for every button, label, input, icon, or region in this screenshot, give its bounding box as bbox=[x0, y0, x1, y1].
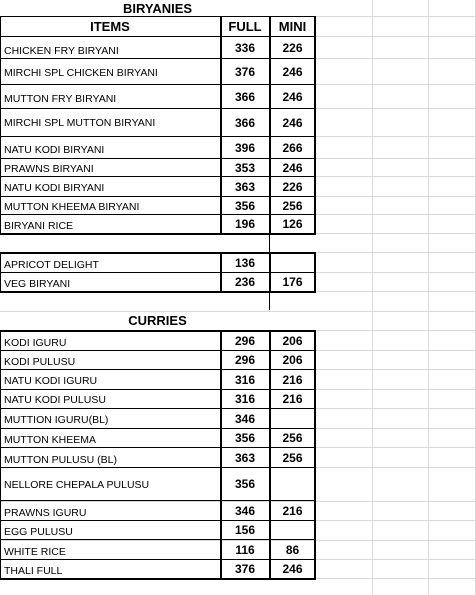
price-mini: 216 bbox=[282, 391, 303, 406]
menu-item-name: KODI IGURU bbox=[4, 337, 67, 349]
menu-item-name: VEG BIRYANI bbox=[4, 278, 71, 290]
table-border bbox=[0, 16, 1, 234]
menu-item-name: NATU KODI BIRYANI bbox=[4, 182, 105, 194]
price-full: 316 bbox=[234, 372, 256, 387]
section-title-curries: CURRIES bbox=[128, 312, 187, 328]
price-full: 356 bbox=[234, 431, 256, 445]
price-mini: 206 bbox=[282, 353, 303, 367]
table-border bbox=[0, 330, 1, 580]
menu-item-name: NATU KODI BIRYANI bbox=[4, 144, 105, 156]
price-mini bbox=[270, 521, 315, 539]
section-title-biryanies: BIRYANIES bbox=[122, 0, 193, 16]
price-full: 396 bbox=[234, 140, 256, 155]
price-mini: 256 bbox=[282, 431, 303, 445]
price-mini: 216 bbox=[282, 372, 303, 387]
price-mini: 256 bbox=[282, 198, 303, 213]
table-border bbox=[0, 136, 316, 137]
price-mini: 256 bbox=[282, 450, 303, 465]
table-border bbox=[314, 252, 316, 293]
price-full: 346 bbox=[234, 503, 256, 518]
table-border bbox=[314, 330, 316, 580]
menu-item-name: MIRCHI SPL CHICKEN BIRYANI bbox=[4, 67, 158, 79]
menu-item-name: MUTTON KHEEMA BIRYANI bbox=[4, 201, 140, 213]
table-border bbox=[314, 16, 316, 234]
menu-item-name: CHICKEN FRY BIRYANI bbox=[4, 45, 119, 57]
price-mini bbox=[270, 409, 315, 428]
menu-item-name: THALI FULL bbox=[4, 565, 63, 577]
table-border bbox=[0, 196, 316, 197]
table-border bbox=[269, 235, 270, 252]
price-mini: 246 bbox=[282, 64, 303, 79]
table-border bbox=[0, 58, 316, 59]
menu-item-name: WHITE RICE bbox=[4, 546, 66, 558]
price-full: 336 bbox=[234, 40, 256, 55]
price-full: 296 bbox=[234, 334, 256, 348]
menu-item-name: PRAWNS BIRYANI bbox=[4, 163, 94, 175]
price-full: 296 bbox=[234, 353, 256, 367]
header-full: FULL bbox=[228, 19, 262, 34]
table-border bbox=[0, 108, 316, 109]
price-full: 356 bbox=[234, 198, 256, 213]
price-full: 136 bbox=[234, 256, 256, 270]
price-mini: 246 bbox=[282, 89, 303, 104]
price-full: 363 bbox=[234, 179, 256, 194]
menu-item-name: MUTTON FRY BIRYANI bbox=[4, 93, 117, 105]
table-border bbox=[0, 16, 316, 17]
menu-item-name: MUTTON KHEEMA bbox=[4, 434, 96, 446]
table-border bbox=[0, 84, 316, 85]
menu-item-name: BIRYANI RICE bbox=[4, 220, 74, 232]
grid-line bbox=[372, 0, 373, 595]
price-full: 346 bbox=[234, 411, 256, 426]
header-mini: MINI bbox=[278, 19, 307, 34]
price-full: 376 bbox=[234, 561, 256, 576]
table-border bbox=[269, 252, 271, 293]
table-border bbox=[0, 176, 316, 177]
menu-item-name: EGG PULUSU bbox=[4, 526, 73, 538]
menu-item-name: MIRCHI SPL MUTTON BIRYANI bbox=[4, 117, 156, 129]
table-border bbox=[0, 252, 1, 293]
header-items: ITEMS bbox=[90, 19, 130, 34]
table-border bbox=[0, 36, 316, 37]
menu-item-name: PRAWNS IGURU bbox=[4, 507, 87, 519]
menu-item-name: MUTTON PULUSU (BL) bbox=[4, 454, 117, 466]
table-border bbox=[0, 214, 316, 215]
table-border bbox=[269, 293, 270, 310]
price-mini: 226 bbox=[282, 40, 303, 55]
table-border bbox=[0, 158, 316, 159]
menu-item-name: MUTTION IGURU(BL) bbox=[4, 414, 109, 426]
table-border bbox=[220, 252, 222, 293]
table-border bbox=[269, 16, 271, 234]
price-mini: 226 bbox=[282, 179, 303, 194]
table-border bbox=[220, 16, 222, 234]
menu-item-name: APRICOT DELIGHT bbox=[4, 259, 99, 271]
price-mini bbox=[270, 254, 315, 272]
price-mini: 246 bbox=[282, 115, 303, 130]
price-mini: 216 bbox=[282, 503, 303, 518]
price-full: 376 bbox=[234, 64, 256, 79]
price-full: 316 bbox=[234, 391, 256, 406]
price-full: 236 bbox=[234, 275, 256, 289]
price-full: 366 bbox=[234, 89, 256, 104]
price-mini: 246 bbox=[282, 160, 303, 175]
price-full: 156 bbox=[234, 523, 256, 537]
price-mini bbox=[270, 468, 315, 500]
price-full: 353 bbox=[234, 160, 256, 175]
price-mini: 86 bbox=[285, 542, 300, 557]
price-mini: 266 bbox=[282, 140, 303, 155]
price-mini: 246 bbox=[282, 561, 303, 576]
price-full: 356 bbox=[234, 477, 256, 491]
table-border bbox=[220, 330, 222, 580]
menu-item-name: NATU KODI IGURU bbox=[4, 375, 98, 387]
price-mini: 176 bbox=[282, 275, 303, 289]
menu-item-name: KODI PULUSU bbox=[4, 356, 76, 368]
price-full: 116 bbox=[235, 542, 255, 557]
menu-item-name: NATU KODI PULUSU bbox=[4, 394, 106, 406]
price-mini: 126 bbox=[282, 217, 303, 231]
menu-item-name: NELLORE CHEPALA PULUSU bbox=[4, 479, 150, 491]
price-mini: 206 bbox=[282, 334, 303, 348]
grid-line bbox=[428, 0, 429, 595]
price-full: 363 bbox=[234, 450, 256, 465]
table-border bbox=[269, 330, 271, 580]
price-full: 196 bbox=[234, 217, 256, 231]
price-full: 366 bbox=[234, 115, 256, 130]
